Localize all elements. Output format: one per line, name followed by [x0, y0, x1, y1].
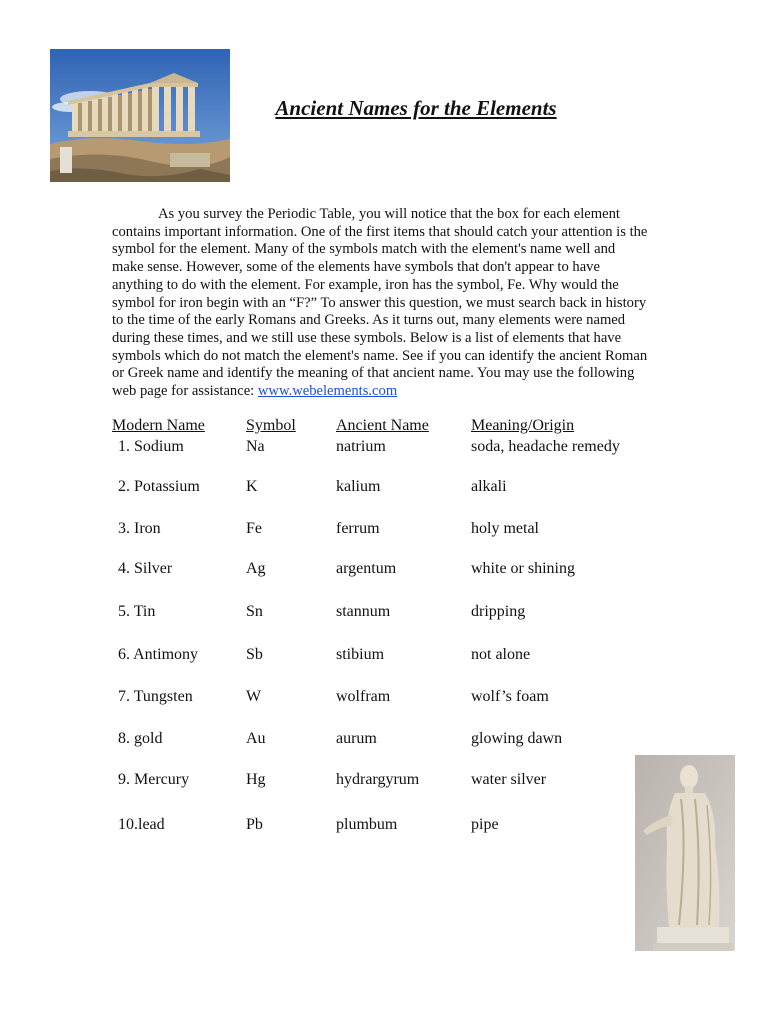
header-modern-name: Modern Name [112, 417, 205, 434]
table-cell-symbol: K [246, 478, 258, 495]
table-cell-symbol: Ag [246, 560, 266, 577]
table-cell-ancient: argentum [336, 560, 397, 577]
table-cell-meaning: alkali [471, 478, 507, 495]
roman-statue-image [635, 755, 735, 951]
header-meaning: Meaning/Origin [471, 417, 575, 434]
intro-paragraph [112, 206, 650, 401]
table-row: 7. Tungsten [118, 688, 193, 705]
table-cell-symbol: Na [246, 438, 265, 455]
table-row: 9. Mercury [118, 771, 190, 788]
table-cell-ancient: plumbum [336, 816, 398, 833]
table-row: 4. Silver [118, 560, 173, 577]
table-cell-meaning: wolf’s foam [471, 688, 549, 705]
table-cell-ancient: stannum [336, 603, 391, 620]
header-ancient-name: Ancient Name [336, 417, 429, 434]
table-cell-meaning: water silver [471, 771, 547, 788]
table-cell-ancient: stibium [336, 646, 385, 663]
table-cell-ancient: hydrargyrum [336, 771, 420, 788]
table-cell-meaning: dripping [471, 603, 526, 620]
table-cell-ancient: kalium [336, 478, 381, 495]
table-cell-symbol: Fe [246, 520, 262, 537]
table-row: 5. Tin [118, 603, 156, 620]
table-cell-symbol: Sb [246, 646, 263, 663]
table-row: 2. Potassium [118, 478, 200, 495]
page-title: Ancient Names for the Elements [275, 96, 557, 120]
table-row: 8. gold [118, 730, 163, 747]
table-row: 10.lead [118, 816, 165, 833]
table-row: 3. Iron [118, 520, 161, 537]
table-cell-meaning: pipe [471, 816, 499, 833]
table-cell-symbol: Pb [246, 816, 263, 833]
table-cell-symbol: Hg [246, 771, 266, 788]
table-cell-ancient: aurum [336, 730, 377, 747]
intro-text: As you survey the Periodic Table, you will notice that the box for each element contains important information. One of the first items that should catch your attention is the symbol for the element. Many of the symbols match with the element's name well and make sense. However, some of the elements have symbols that don't appear to have anything to do with the element. For example, iron has the symbol, Fe. Why would the symbol for iron begin with an “F?” To answer this question, we must search back in history to the time of the early Romans and Greeks. As it turns out, many elements were named during these times, and we still use these symbols. Below is a list of elements that have symbols which do not match the element's name. See if you can identify the ancient Roman or Greek name and identify the meaning of that ancient name. You may use the following web page for assistance: [112, 206, 648, 400]
table-cell-meaning: not alone [471, 646, 531, 663]
table-cell-ancient: ferrum [336, 520, 380, 537]
table-row: 6. Antimony [118, 646, 199, 663]
table-cell-meaning: holy metal [471, 520, 539, 537]
table-cell-meaning: soda, headache remedy [471, 438, 620, 455]
webelements-link[interactable]: www.webelements.com [257, 383, 398, 400]
table-cell-meaning: glowing dawn [471, 730, 563, 747]
header-symbol: Symbol [246, 417, 296, 434]
table-cell-symbol: Au [246, 730, 266, 747]
table-cell-meaning: white or shining [471, 560, 575, 577]
table-cell-ancient: wolfram [336, 688, 391, 705]
table-cell-symbol: W [246, 688, 262, 705]
table-cell-symbol: Sn [246, 603, 263, 620]
table-cell-ancient: natrium [336, 438, 386, 455]
table-row: 1. Sodium [118, 438, 184, 455]
